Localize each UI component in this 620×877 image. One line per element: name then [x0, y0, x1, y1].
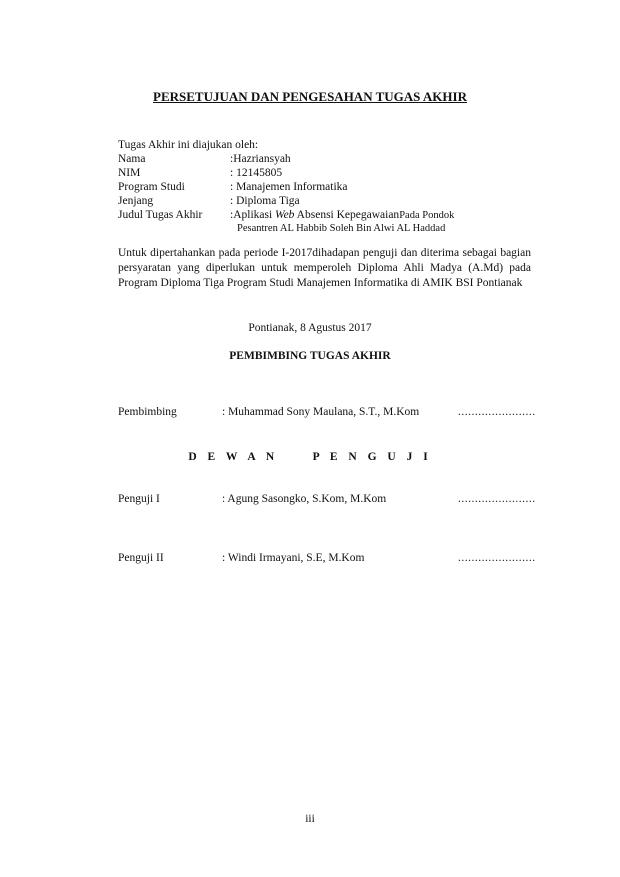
pembimbing-label: Pembimbing [118, 406, 177, 418]
penguji-2-name: : Windi Irmayani, S.E, M.Kom [222, 552, 365, 564]
field-label-judul: Judul Tugas Akhir [118, 209, 203, 221]
field-label-nama: Nama [118, 153, 146, 165]
field-value-judul [230, 208, 454, 223]
field-label-program-studi: Program Studi [118, 181, 185, 193]
penguji-1-signature-dots: ....................... [458, 493, 536, 505]
field-label-nim: NIM [118, 167, 141, 179]
penguji-1-name: : Agung Sasongko, S.Kom, M.Kom [222, 493, 387, 505]
judul-prefix: :Aplikasi [230, 209, 276, 221]
document-title: PERSETUJUAN DAN PENGESAHAN TUGAS AKHIR [153, 89, 467, 104]
field-value-nim: : 12145805 [230, 167, 283, 179]
field-value-nama: :Hazriansyah [230, 153, 291, 165]
pembimbing-signature-dots: ....................... [458, 406, 536, 418]
judul-small: Pada Pondok [399, 210, 455, 221]
penguji-1-label: Penguji I [118, 493, 160, 505]
judul-rest: Absensi Kepegawaian [294, 209, 400, 221]
pembimbing-title: PEMBIMBING TUGAS AKHIR [229, 350, 391, 362]
approval-paragraph: Untuk dipertahankan pada periode I-2017dihadapan penguji dan diterima sebagai bagian persyaratan yang diperlukan untuk memperoleh Diploma Ahli Madya (A.Md) pada Program Diploma Tiga Program Studi Manajemen Informatika di AMIK BSI Pontianak [118, 247, 531, 289]
intro-text: Tugas Akhir ini diajukan oleh: [118, 139, 259, 151]
pembimbing-name: : Muhammad Sony Maulana, S.T., M.Kom [222, 406, 420, 418]
judul-italic: Web [275, 209, 295, 221]
field-value-jenjang: : Diploma Tiga [230, 195, 300, 207]
penguji-2-label: Penguji II [118, 552, 164, 564]
field-value-program-studi: : Manajemen Informatika [230, 181, 348, 193]
field-value-judul-line2: Pesantren AL Habbib Soleh Bin Alwi AL Haddad [237, 223, 446, 234]
field-label-jenjang: Jenjang [118, 195, 154, 207]
page-number: iii [305, 813, 315, 825]
penguji-2-signature-dots: ....................... [458, 552, 536, 564]
dewan-penguji-title: D E W A N P E N G U J I [188, 451, 432, 463]
place-date: Pontianak, 8 Agustus 2017 [248, 322, 372, 334]
